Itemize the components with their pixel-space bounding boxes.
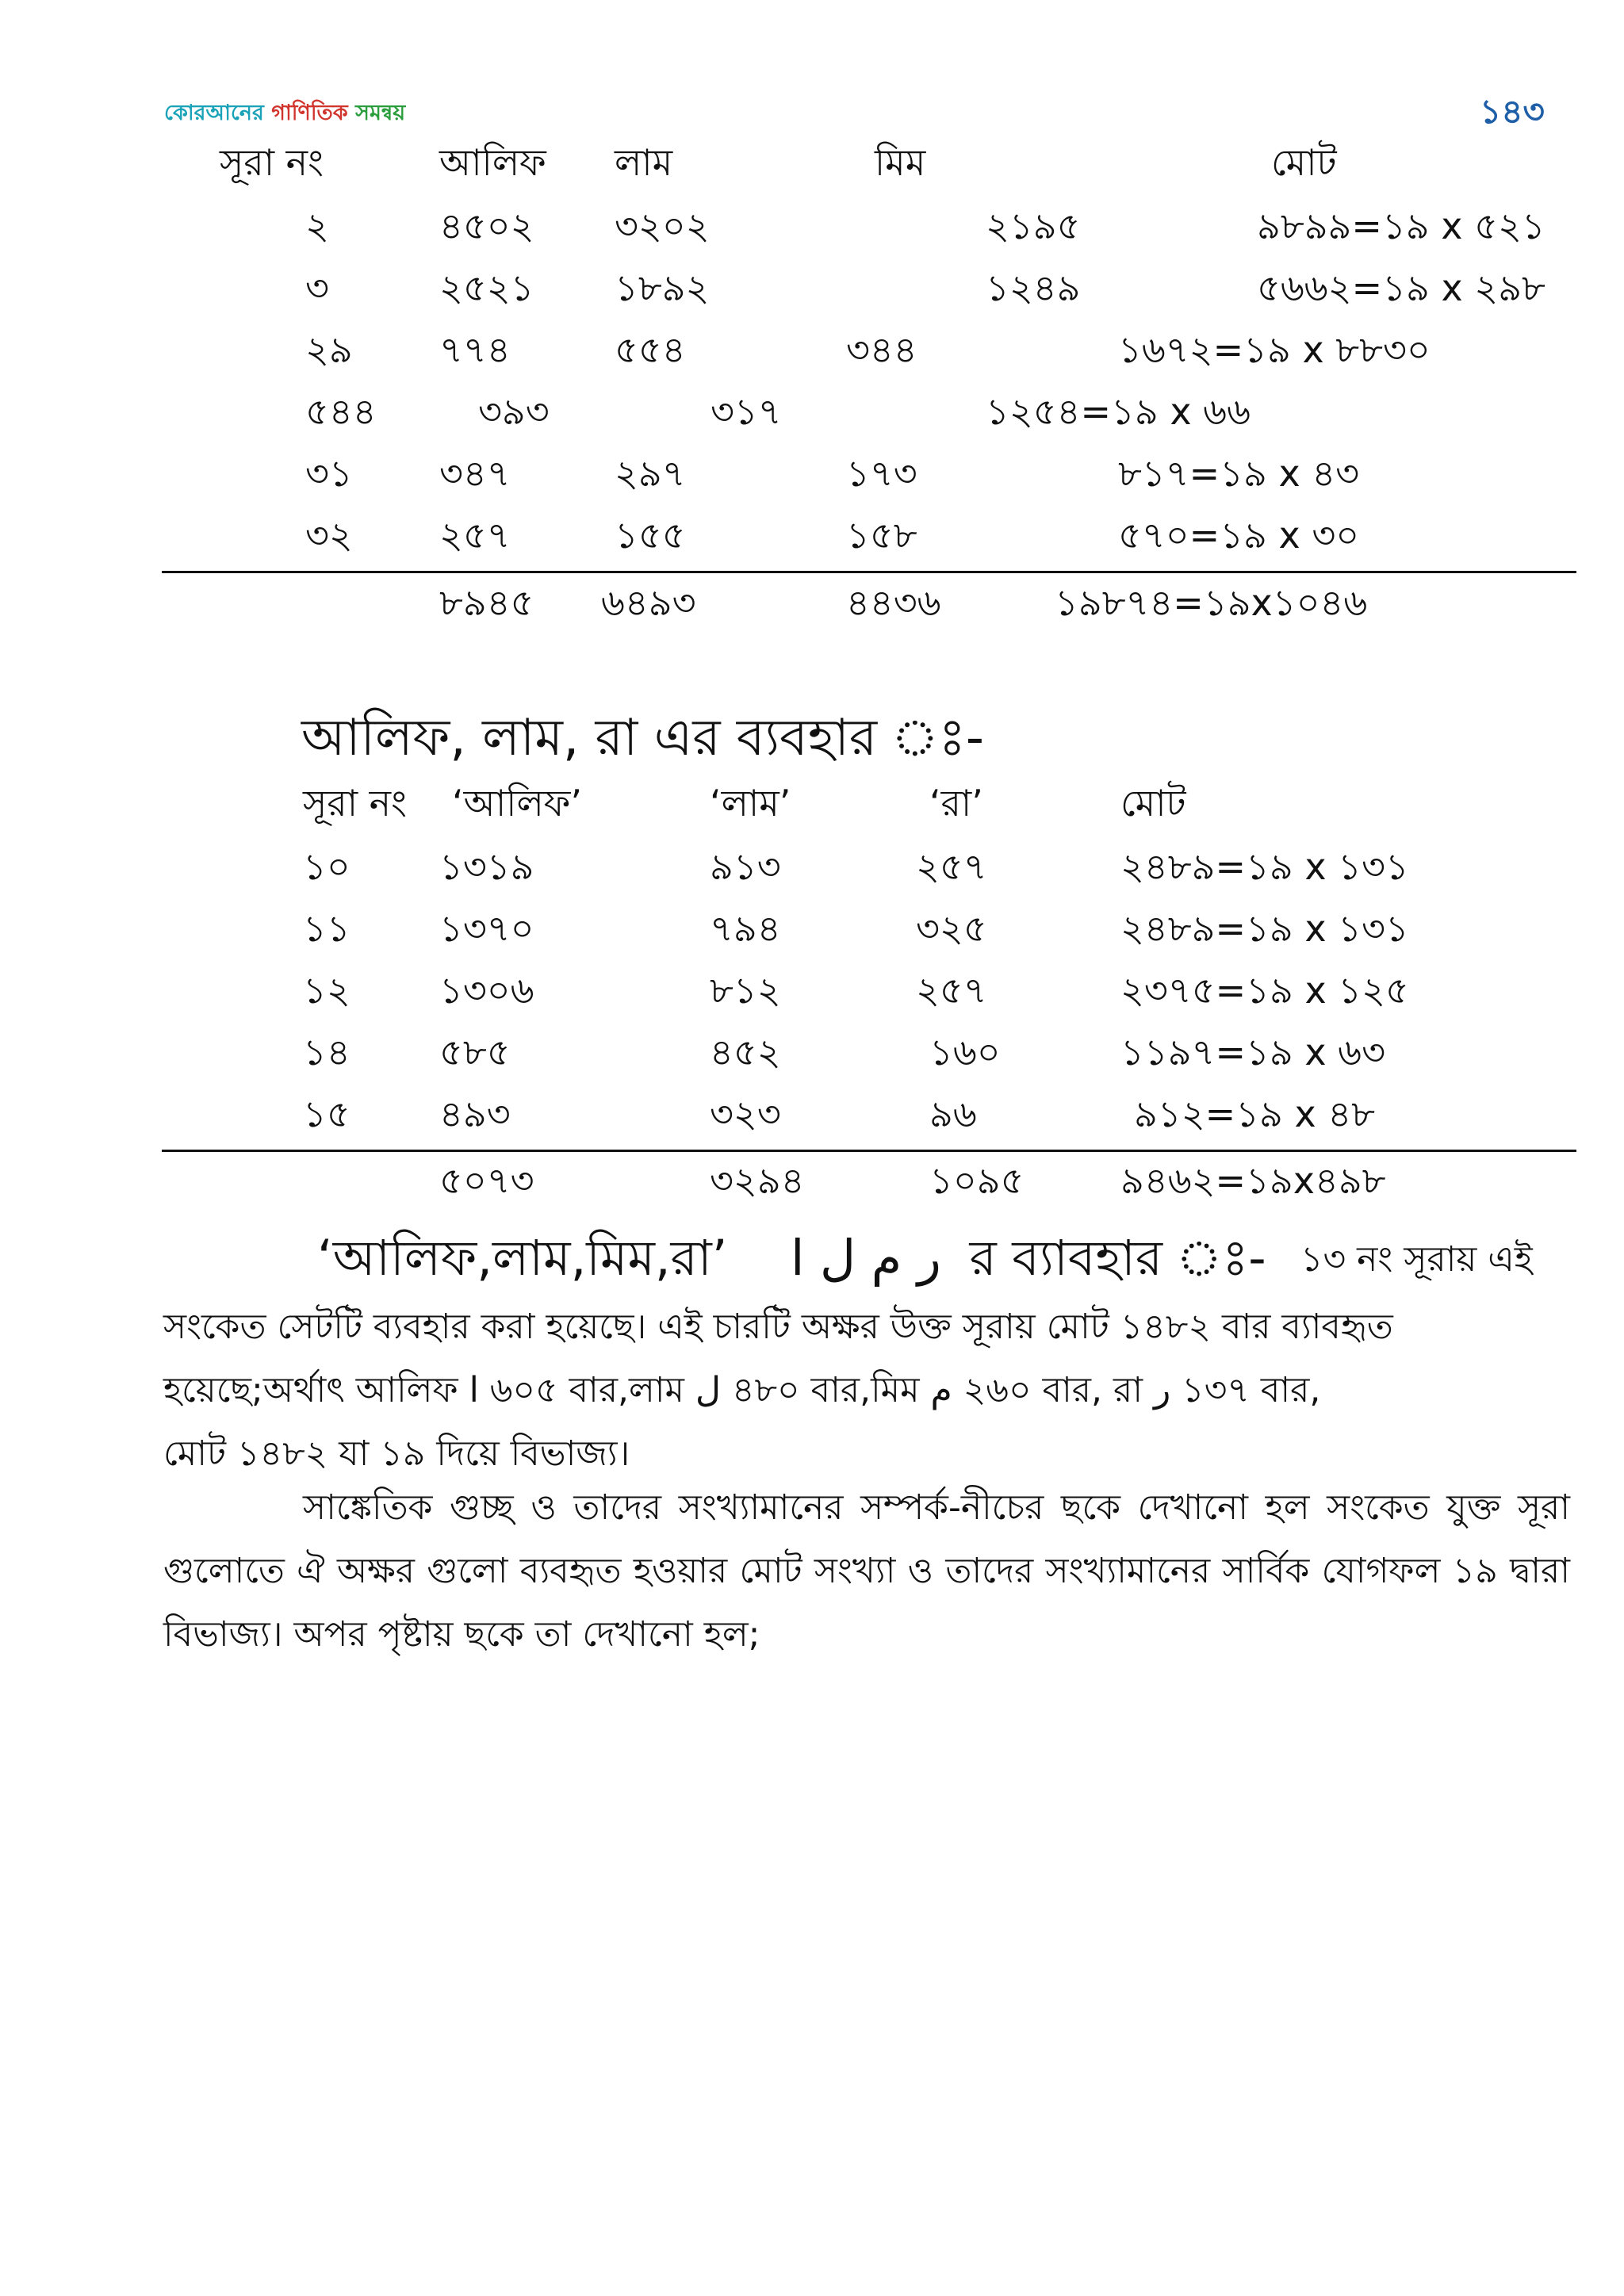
t2-r1-alif: ১৩১৯ xyxy=(439,845,534,888)
t1-header-lam: লাম xyxy=(615,141,673,184)
t2-r4-sura: ১৪ xyxy=(303,1031,350,1073)
para1-line4: মোট ১৪৮২ যা ১৯ দিয়ে বিভাজ্য। xyxy=(163,1433,630,1474)
header-title-part1: কোরআনের xyxy=(164,101,264,125)
t2-r5-sura: ১৫ xyxy=(303,1093,350,1135)
t2-header-ra: ‘রা’ xyxy=(929,782,983,825)
t2-r2-total: ২৪৮৯=১৯ x ১৩১ xyxy=(1120,907,1409,950)
t1-r4-sura: ৫৪৪ xyxy=(305,390,377,433)
t1-total-sum: ১৯৮৭৪=১৯x১০৪৬ xyxy=(1055,581,1368,624)
t2-r4-total: ১১৯৭=১৯ x ৬৩ xyxy=(1120,1031,1385,1073)
t1-header-alif: আলিফ xyxy=(439,141,546,184)
t1-r3-total: ১৬৭২=১৯ x ৮৮৩০ xyxy=(1118,328,1431,371)
t1-r2-lam: ১৮৯২ xyxy=(615,266,710,309)
t1-r3-mim: ৩৪৪ xyxy=(846,328,917,371)
t1-r4-alif: ৩৯৩ xyxy=(478,390,550,433)
t1-r6-total: ৫৭০=১৯ x ৩০ xyxy=(1118,514,1360,557)
para1-line2: সংকেত সেটটি ব্যবহার করা হয়েছে। এই চারটি অক্ষর উক্ত সূরায় মোট ১৪৮২ বার ব্যাবহৃত xyxy=(163,1307,1393,1347)
header-title-part3: সমন্বয় xyxy=(355,101,406,125)
t1-total-lam: ৬৪৯৩ xyxy=(601,581,696,624)
t2-header-lam: ‘লাম’ xyxy=(710,782,791,825)
t2-r5-ra: ৯৬ xyxy=(929,1093,977,1135)
t1-r5-total: ৮১৭=১৯ x ৪৩ xyxy=(1118,452,1360,495)
t1-r3-alif: ৭৭৪ xyxy=(439,328,511,371)
t2-r3-total: ২৩৭৫=১৯ x ১২৫ xyxy=(1120,969,1409,1012)
t2-r1-sura: ১০ xyxy=(303,845,350,888)
t2-r4-ra: ১৬০ xyxy=(929,1031,1001,1073)
t1-r4-total: ১২৫৪=১৯ x ৬৬ xyxy=(986,390,1251,433)
section3-heading-quote: ‘আলিফ,লাম,মিম,রা’ xyxy=(317,1229,728,1287)
t2-r3-sura: ১২ xyxy=(303,969,350,1012)
t2-r3-ra: ২৫৭ xyxy=(916,969,987,1012)
t1-header-mim: মিম xyxy=(875,141,926,184)
t1-r1-mim: ২১৯৫ xyxy=(986,205,1081,247)
t1-r6-sura: ৩২ xyxy=(305,514,353,557)
t2-r3-lam: ৮১২ xyxy=(710,969,781,1012)
t1-r6-mim: ১৫৮ xyxy=(846,514,917,557)
header-title-part2: গাণিতিক xyxy=(271,101,348,125)
t1-r2-alif: ২৫২১ xyxy=(439,266,534,309)
table1-total-rule xyxy=(162,571,1576,573)
t1-r6-alif: ২৫৭ xyxy=(439,514,511,557)
t2-total-alif: ৫০৭৩ xyxy=(439,1159,534,1202)
t2-header-total: মোট xyxy=(1120,782,1186,825)
t2-r1-lam: ৯১৩ xyxy=(710,845,781,888)
t2-r2-alif: ১৩৭০ xyxy=(439,907,534,950)
t1-r1-lam: ৩২০২ xyxy=(615,205,710,247)
t1-r2-sura: ৩ xyxy=(305,266,329,309)
t2-r5-alif: ৪৯৩ xyxy=(439,1093,511,1135)
t1-r1-sura: ২ xyxy=(305,205,329,247)
t1-r3-sura: ২৯ xyxy=(305,328,353,371)
section3-heading-tail: ১৩ নং সূরায় এই xyxy=(1300,1239,1533,1280)
t1-r1-alif: ৪৫০২ xyxy=(439,205,534,247)
running-header xyxy=(164,97,405,132)
t1-r2-total: ৫৬৬২=১৯ x ২৯৮ xyxy=(1257,266,1545,309)
t1-r5-sura: ৩১ xyxy=(305,452,353,495)
t2-total-lam: ৩২৯৪ xyxy=(710,1159,805,1202)
t1-header-sura: সূরা নং xyxy=(220,141,324,184)
t1-r5-alif: ৩৪৭ xyxy=(439,452,511,495)
table2-total-rule xyxy=(162,1150,1576,1152)
t2-r4-alif: ৫৮৫ xyxy=(439,1031,511,1073)
t1-r2-mim: ১২৪৯ xyxy=(986,266,1081,309)
section3-heading-rest: র ব্যাবহার ঃ- xyxy=(969,1229,1266,1287)
t1-r5-mim: ১৭৩ xyxy=(846,452,917,495)
t2-r2-ra: ৩২৫ xyxy=(916,907,987,950)
t1-total-mim: ৪৪৩৬ xyxy=(846,581,941,624)
t2-r3-alif: ১৩০৬ xyxy=(439,969,534,1012)
section-heading-alif-lam-ra: আলিফ, লাম, রা এর ব্যবহার ঃ- xyxy=(301,709,984,767)
t1-r6-lam: ১৫৫ xyxy=(615,514,686,557)
t1-r4-lam: ৩১৭ xyxy=(710,390,782,433)
t2-header-alif: ‘আলিফ’ xyxy=(452,782,582,825)
t2-r4-lam: ৪৫২ xyxy=(710,1031,781,1073)
t2-total-ra: ১০৯৫ xyxy=(929,1159,1025,1202)
t2-r1-total: ২৪৮৯=১৯ x ১৩১ xyxy=(1120,845,1409,888)
para1-line3: হয়েছে;অর্থাৎ আলিফ ا ৬০৫ বার,লাম ل ৪৮০ বার,মিম م ২৬০ বার, রা ر ১৩৭ বার, xyxy=(163,1370,1321,1410)
t2-r5-lam: ৩২৩ xyxy=(710,1093,781,1135)
t2-r1-ra: ২৫৭ xyxy=(916,845,987,888)
t1-r3-lam: ৫৫৪ xyxy=(615,328,686,371)
t2-header-sura: সূরা নং xyxy=(303,782,407,825)
t1-total-alif: ৮৯৪৫ xyxy=(439,581,534,624)
t2-r2-sura: ১১ xyxy=(303,907,350,950)
page-number: ১৪৩ xyxy=(1480,92,1545,131)
t2-r5-total: ৯১২=১৯ x ৪৮ xyxy=(1134,1093,1376,1135)
t2-r2-lam: ৭৯৪ xyxy=(710,907,781,950)
t1-r1-total: ৯৮৯৯=১৯ x ৫২১ xyxy=(1257,205,1545,247)
section3-heading xyxy=(317,1221,1266,1303)
t2-total-sum: ৯৪৬২=১৯x৪৯৮ xyxy=(1120,1159,1386,1202)
t1-header-total: মোট xyxy=(1271,141,1337,184)
t1-r5-lam: ২৯৭ xyxy=(615,452,686,495)
section3-heading-arabic: ر م ل ا xyxy=(791,1229,941,1287)
paragraph-2: সাঙ্কেতিক গুচ্ছ ও তাদের সংখ্যামানের সম্পর্ক-নীচের ছকে দেখানো হল সংকেত যুক্ত সূরা গুলোতে ঐ অক্ষর গুলো ব্যবহৃত হওয়ার মোট সংখ্যা ও তাদের সংখ্যামানের সার্বিক যোগফল ১৯ দ্বারা বিভাজ্য। অপর পৃষ্টায় ছকে তা দেখানো হল; xyxy=(163,1487,1570,1655)
